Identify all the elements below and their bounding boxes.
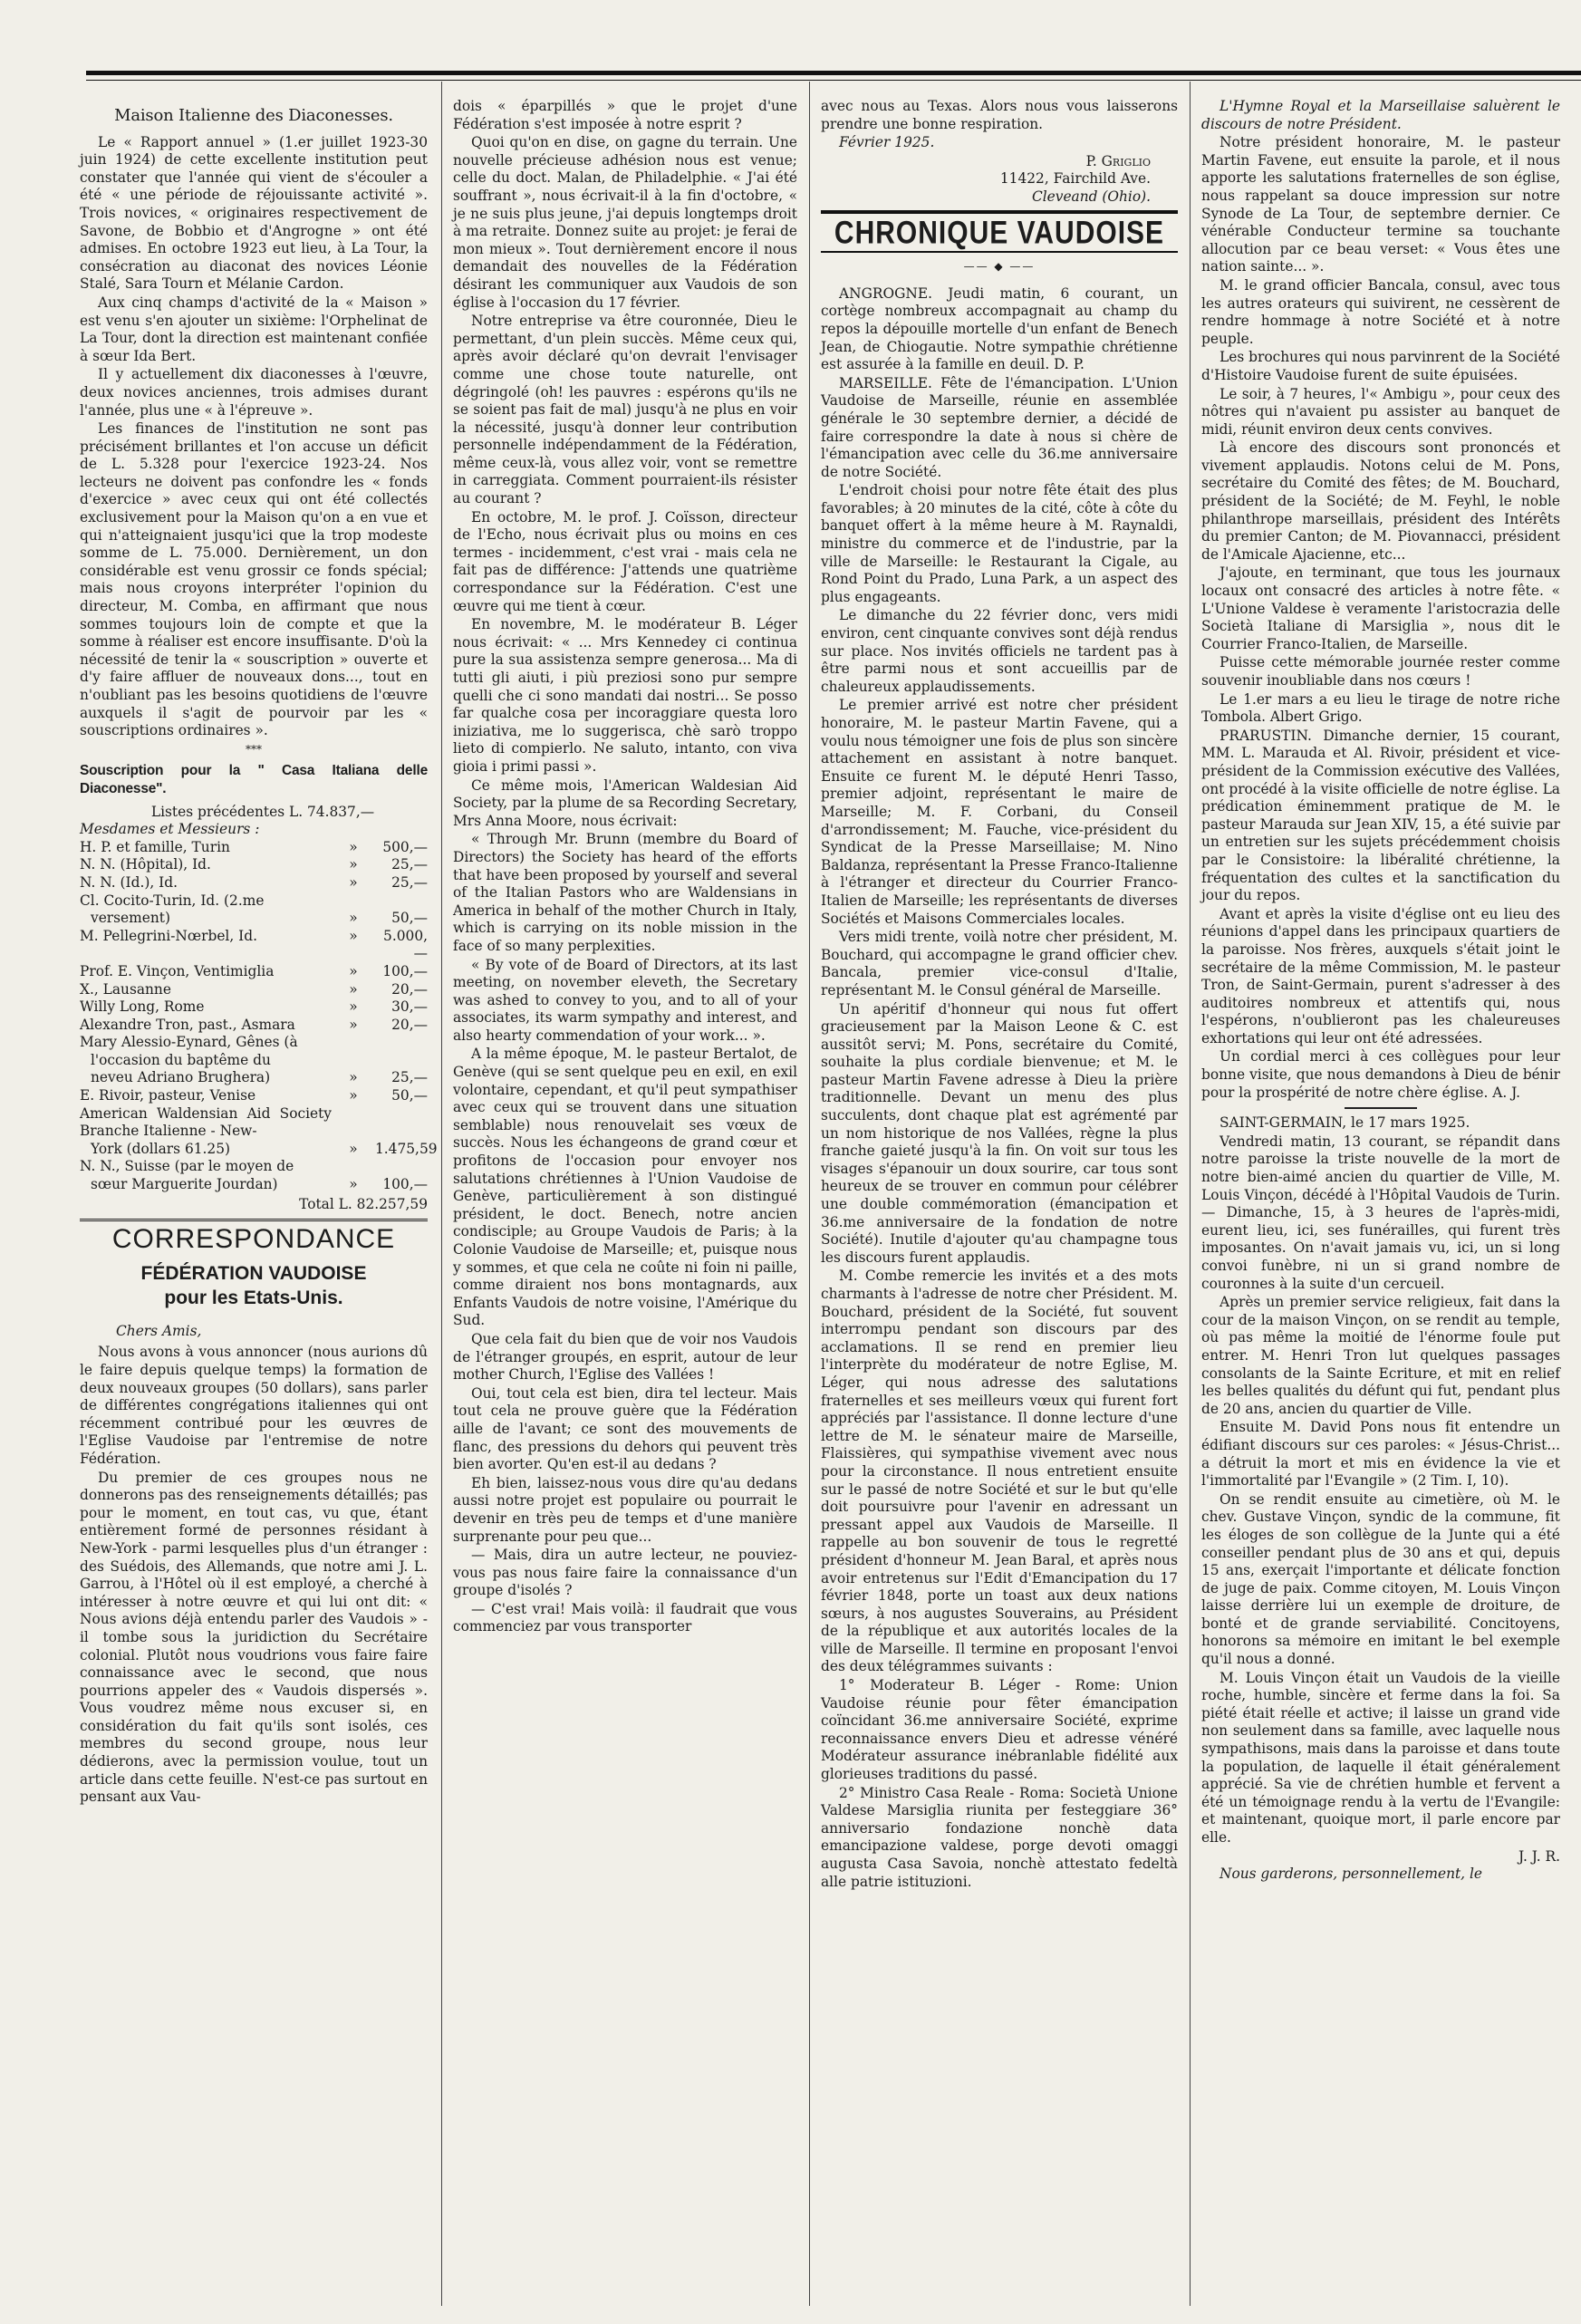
paragraph: Les finances de l'institution ne sont pas précisément brillantes et l'on accuse un déficit de L. 5.328 pour l'exercice 1923-24. Nos lecteurs ne doivent pas confondre les « fonds d'exercice » avec ceux qui ont été collectés exclusivement pour la Maison qu'on a en vue et qui n'atteignaient jusqu'ici que la trop modeste somme de L. 75.000. Dernièrement, un don considérable est venu grossir ce fonds spécial; mais nous croyons interpréter l'opinion du directeur, M. Comba, en affirmant que nous sommes toujours loin de compte et que la somme à réaliser est encore insuffisante. D'où la nécessité de tenir la « souscription » ouverte et d'y faire affluer de nouveaux dons..., tout en n'oubliant pas les besoins quotidiens de l'œuvre auxquels il s'agit de pourvoir par les « souscriptions ordinaires ».	[80, 420, 428, 739]
paragraph: Ensuite M. David Pons nous fit entendre un édifiant discours sur ces paroles: « Jésus-Christ... a détruit la mort et mis en évidence la vie et l'immortalité par l'Evangile » (2 Tim. I, 10).	[1201, 1419, 1560, 1490]
paragraph: En octobre, M. le prof. J. Coïsson, directeur de l'Echo, nous écrivait plus ou moins en ces termes - incidemment, c'est vrai - mais cela ne fait pas de différence: J'attends une quatrième correspondance sur la Fédération. C'est une œuvre qui me tient à cœur.	[453, 508, 797, 614]
donor-row: N. N. (Id.), Id. » 25,—	[80, 873, 428, 891]
donor-row: l'occasion du baptême du	[91, 1051, 271, 1068]
donor-row: X., Lausanne » 20,—	[80, 980, 428, 998]
column-divider	[809, 82, 810, 2306]
paragraph: A la même époque, M. le pasteur Bertalot, de Genève (qui se sent quelque peu en exil, en exil volontaire, cependant, et qu'il peut sympathiser avec ceux qui se trouvent dans une situation semblable) nous renouvelait ses vœux de succès. Nous les échangeons de grand cœur et profitons de l'occasion pour envoyer nos salutations chrétiennes à l'Union Vaudoise de Genève, particulièrement à son distingué président, le doct. Benech, notre ancien condisciple; au Groupe Vaudois de Paris; à la Colonie Vaudoise de Marseille; et, puisque nous y sommes, et que cela ne coûte ni foin ni paille, comme diraient nos bons montagnards, aux Enfants Vaudois de notre voisine, l'Amérique du Sud.	[453, 1046, 797, 1329]
paragraph: — C'est vrai! Mais voilà: il faudrait que vous commenciez par vous transporter	[453, 1600, 797, 1635]
donor-row: neveu Adriano Brughera) » 25,—	[91, 1069, 428, 1086]
paragraph: Le « Rapport annuel » (1.er juillet 1923-30 juin 1924) de cette excellente institution peut constater que l'année qui vient de s'écouler a été « une période de réjouissante activité ». Trois novices, « originaires respectivement de Savone, de Bobbio et d'Angrogne » ont été admises. En octobre 1923 eut lieu, à La Tour, la consécration au diaconat des novices Léonie Stalé, Sara Tourn et Mélanie Cardon.	[80, 133, 428, 293]
salutation: Mesdames et Messieurs :	[80, 821, 260, 838]
paragraph: L'endroit choisi pour notre fête était des plus favorables; à 20 minutes de la cité, côte à côte du banquet offert à la même heure à M. Raynaldi, ministre du commerce et de l'industrie, par la ville de Marseille: le Restaurant la Cigale, au Rond Point du Prado, Luna Park, a un aspect des plus engageants.	[821, 482, 1178, 605]
top-rule	[86, 71, 1581, 75]
paragraph: PRARUSTIN. Dimanche dernier, 15 courant, MM. L. Marauda et Al. Rivoir, président et vice-président de la Commission exécutive des Vallées, ont procédé à la visite officielle de notre église. La prédication éminemment pratique de M. le pasteur Marauda sur Jean XIV, 15, a été suivie par un entretien sur les sujets précédemment choisis par le Consistoire: la libéralité chrétienne, la fréquentation des cultes et la sanctification du jour du repos.	[1201, 727, 1560, 904]
paragraph: Puisse cette mémorable journée rester comme souvenir inoubliable dans nos cœurs !	[1201, 654, 1560, 689]
paragraph: Ce même mois, l'American Waldesian Aid Society, par la plume de sa Recording Secretary, Mrs Anna Moore, nous écrivait:	[453, 776, 797, 829]
subscription-total: Total L. 82.257,59	[299, 1195, 428, 1212]
paragraph: Là encore des discours sont prononcés et vivement applaudis. Notons celui de M. Pons, secrétaire du Comité des fêtes; de M. Bouchard, président de la Société; de M. Feyhl, le noble philanthrope marseillais, président des Intérêts du premier Canton; de M. Piovannacci, président de l'Amicale Ajacienne, etc...	[1201, 439, 1560, 563]
paragraph: Notre entreprise va être couronnée, Dieu le permettant, d'un plein succès. Même ceux qui, après avoir déclaré qu'on devrait l'envisager comme une chose toute naturelle, ont dégringolé (oh! les pauvres : espérons qu'ils ne se soient pas fait de mal) jusqu'à ne plus en voir la nécessité, jusqu'à donner leur contribution personnelle indépendamment de la Fédération, même ceux-là, vous allez voir, vont se remettre in carreggiata. Comment pourraient-ils résister au courant ?	[453, 313, 797, 507]
chronique-header	[821, 210, 1178, 254]
column-1	[80, 98, 438, 2309]
federation-title: FÉDÉRATION VAUDOISE pour les Etats-Unis.	[140, 1262, 367, 1308]
donor-row: M. Pellegrini-Nœrbel, Id. » 5.000,—	[80, 927, 428, 962]
donor-row: versement) » 50,—	[91, 910, 428, 927]
donor-row: N. N. (Hôpital), Id. » 25,—	[80, 856, 428, 873]
paragraph: Oui, tout cela est bien, dira tel lecteur. Mais tout cela ne prouve guère que la Fédération aille de l'avant; ce sont des mouvements de flanc, des pressions du dehors qui peuvent très bien avorter. Qu'en est-il au dedans ?	[453, 1384, 797, 1473]
paragraph: — Mais, dira un autre lecteur, ne pouviez-vous pas nous faire faire la connaissance d'un groupe d'isolés ?	[453, 1547, 797, 1599]
donor-row: American Waldensian Aid Society Branche Italienne - New-	[80, 1104, 332, 1140]
paragraph: Eh bien, laissez-nous vous dire qu'au dedans aussi notre projet est populaire ou pourrait le devenir en très peu de temps et d'une manière surprenante pour peu que...	[453, 1474, 797, 1545]
paragraph: Vers midi trente, voilà notre cher président, M. Bouchard, qui accompagne le grand officier chev. Bancala, premier vice-consul d'Italie, représentant M. le Consul général de Marseille.	[821, 929, 1178, 998]
paragraph: « Through Mr. Brunn (membre du Board of Directors) the Society has heard of the efforts that have been proposed by yourself and several of the Italian Pastors who are Waldensians in America in behalf of the mother Church in Italy, which is carrying on its noble mission in the face of so many perplexities.	[453, 831, 797, 954]
paragraph: MARSEILLE. Fête de l'émancipation. L'Union Vaudoise de Marseille, réunie en assemblée générale le 30 septembre dernier, a décidé de faire correspondre la date à nous si chère de l'émancipation avec celle du 36.me anniversaire de notre Société.	[821, 374, 1178, 480]
donor-row: Mary Alessio-Eynard, Gênes (à	[80, 1034, 298, 1051]
article-title: Maison Italienne des Diaconesses.	[114, 106, 393, 125]
paragraph: On se rendit ensuite au cimetière, où M. le chev. Gustave Vinçon, syndic de la commune, fit les éloges de son collègue de la Junte qui a été conseiller pendant plus de 30 ans et qui, depuis 15 ans, exerçait l'importante et délicate fonction de juge de paix. Comme citoyen, M. Louis Vinçon laisse derrière lui un exemple de droiture, de bonté et de grande serviabilité. Concitoyens, honorons sa mémoire en imitant le bel exemple qu'il nous a donné.	[1201, 1490, 1560, 1668]
paragraph: Il y actuellement dix diaconesses à l'œuvre, deux novices anciennes, trois admises durant l'année, plus une « à l'épreuve ».	[80, 366, 428, 419]
paragraph: SAINT-GERMAIN, le 17 mars 1925.	[1219, 1114, 1470, 1132]
paragraph: En novembre, M. le modérateur B. Léger nous écrivait: « ... Mrs Kennedey ci continua pure la sua assistenza sempre generosa... Ma di tutti gli aiuti, i più preziosi sono pur sempre quelli che ci sono mandati dai nostri... Se posso far qualche cosa per incoraggiare questa loro iniziativa, me lo suggerisca, chè sarò troppo lieto di compierlo. Ne saluto, intanto, con viva gioia i primi passi ».	[453, 616, 797, 775]
paragraph: Un cordial merci à ces collègues pour leur bonne visite, que nous demandons à Dieu de bénir pour la prospérité de notre chère église. A. J.	[1201, 1048, 1560, 1101]
paragraph: Le 1.er mars a eu lieu le tirage de notre riche Tombola. Albert Grigo.	[1201, 690, 1560, 726]
donor-list	[80, 838, 438, 1194]
address-line: Cleveand (Ohio).	[1031, 188, 1151, 205]
paragraph: avec nous au Texas. Alors nous vous laisserons prendre une bonne respiration.	[821, 98, 1178, 132]
section-correspondance: CORRESPONDANCE	[111, 1224, 396, 1255]
donor-row: Cl. Cocito-Turin, Id. (2.me	[80, 892, 265, 909]
donor-row: sœur Marguerite Jourdan) » 100,—	[91, 1176, 428, 1193]
separator-stars: ***	[246, 742, 262, 756]
paragraph: Que cela fait du bien que de voir nos Vaudois de l'étranger groupés, en esprit, autour de leur mother Church, l'Eglise des Vallées !	[453, 1330, 797, 1384]
column-4	[1201, 98, 1560, 2309]
paragraph: « By vote of de Board of Directors, at its last meeting, on november eleveth, the Secretary was ashed to convey to you, and to all of your associates, its warm sympathy and interest, and also hearty commendation of your work... ».	[453, 956, 797, 1044]
letter-date: Février 1925.	[839, 134, 935, 151]
paragraph: Du premier de ces groupes nous ne donnerons pas des renseignements détaillés; pas pour le moment, en tout cas, vu que, étant entièrement formé de personnes résidant à New-York - parmi lesquelles plus d'un étranger : des Suédois, des Allemands, que notre ami J. L. Garrou, à l'Hôtel où il est employé, a cherché à intéresser à notre œuvre et qui lui ont dit: « Nous avions déjà entendu parler des Vaudois » - il tombe sous la juridiction du Secrétaire colonial. Plutôt nous voudrions vous faire faire connaissance avec le second, que nous pourrions appeler des « Vaudois dispersés ». Vous voudrez même nous excuser si, en considération du fait qu'ils sont isolés, ces membres du second groupe, nous leur dédierons, avec la permission voulue, tout un article dans cette feuille. N'est-ce pas surtout en pensant aux Vau-	[80, 1469, 428, 1806]
paragraph: 1° Moderateur B. Léger - Rome: Union Vaudoise réunie pour fêter émancipation coïncidant 36.me anniversaire Société, exprime reconnaissance envers Dieu et adresse vénéré Modérateur assurance inébranlable fidélité aux glorieuses traditions du passé.	[821, 1677, 1178, 1783]
donor-row: H. P. et famille, Turin » 500,—	[80, 838, 428, 855]
paragraph: M. Louis Vinçon était un Vaudois de la vieille roche, humble, sincère et ferme dans la foi. Sa piété était réelle et active; il laisse un grand vide non seulement dans sa famille, avec laquelle nous sympathisons, mais dans la paroisse et dans toute la population, de laquelle il était généralement apprécié. Sa vie de chrétien humble et fervent a été un témoignage rendu à la vertu de l'Evangile: et maintenant, quoique mort, il parle encore par elle.	[1201, 1669, 1560, 1846]
column-2	[453, 98, 797, 2309]
top-rule-thin	[86, 80, 1581, 81]
paragraph: Nous avons à vous annoncer (nous aurions dû le faire depuis quelque temps) la formation de deux nouveaux groupes (50 dollars), sans parler de différentes congrégations italiennes qui ont récemment contribué pour les œuvres de l'Eglise Vaudoise par l'entremise de notre Fédération.	[80, 1344, 428, 1467]
paragraph: L'Hymne Royal et la Marseillaise saluèrent le discours de notre Président.	[1201, 98, 1560, 132]
paragraph: Nous garderons, personnellement, le	[1219, 1866, 1482, 1883]
donor-row: Prof. E. Vinçon, Ventimiglia » 100,—	[80, 962, 428, 979]
paragraph: M. le grand officier Bancala, consul, avec tous les autres orateurs qui suivirent, ne cessèrent de rendre hommage à notre Société et à notre peuple.	[1201, 276, 1560, 347]
paragraph: Aux cinq champs d'activité de la « Maison » est venu s'en ajouter un sixième: l'Orphelinat de La Tour, dont la direction est maintenant confiée à sœur Ida Bert.	[80, 294, 428, 364]
paragraph: Vendredi matin, 13 courant, se répandit dans notre paroisse la triste nouvelle de la mort de notre bien-aimé ancien du quartier de Ville, M. Louis Vinçon, décédé à l'Hôpital Vaudois de Turin. — Dimanche, 15, à 3 heures de l'après-midi, eurent lieu, ici, ses funérailles, qui furent très imposantes. On n'avait jamais vu, ici, un si long convoi funèbre, ni un si grand nombre de couronnes à la suite d'un cercueil.	[1201, 1133, 1560, 1292]
paragraph: Le dimanche du 22 février donc, vers midi environ, cent cinquante convives sont déjà rendus sur place. Nos invités officiels ne tardent pas à être parmi nous et sont accueillis par de chaleureux applaudissements.	[821, 607, 1178, 695]
paragraph: Un apéritif d'honneur qui nous fut offert gracieusement par la Maison Leone & C. est aussitôt servi; M. Pons, secrétaire du Comité, souhaite la plus cordiale bienvenue; et M. le pasteur Martin Favene adresse à Dieu la prière traditionnelle. Devant un menu des plus succulents, dont chaque plat est agrémenté par un nom historique de nos Vallées, règne la plus franche gaieté jusqu'à la fin. On voit sur tous les visages s'épanouir un doux sourire, car tous sont heureux de se trouver en commun pour célébrer une double commémoration (émancipation et 36.me anniversaire de la fondation de notre Société). Inutile d'ajouter qu'au champagne tous les discours furent applaudis.	[821, 1000, 1178, 1266]
signature: P. Griglio	[1085, 152, 1151, 169]
letter-salutation: Chers Amis,	[116, 1322, 202, 1339]
donor-row: York (dollars 61.25) » 1.475,59	[91, 1140, 438, 1157]
divider	[80, 1219, 428, 1221]
column-divider	[1190, 82, 1191, 2306]
donor-row: N. N., Suisse (par le moyen de	[80, 1158, 294, 1175]
divider	[1345, 1107, 1417, 1109]
paragraph: dois « éparpillés » que le projet d'une Fédération s'est imposée à notre esprit ?	[453, 98, 797, 132]
paragraph: Après un premier service religieux, fait dans la cour de la maison Vinçon, on se rendit au temple, où pas même la moitié de l'énorme foule put entrer. M. Henri Tron lut quelques passages consolants de la Sainte Ecriture, et mit en relief les belles qualités du défunt qui fut, pendant plus de 20 ans, ancien du quartier de Ville.	[1201, 1294, 1560, 1417]
donor-row: E. Rivoir, pasteur, Venise » 50,—	[80, 1087, 428, 1104]
ornament: —— ◆ ——	[963, 260, 1036, 274]
signature: J. J. R.	[1518, 1847, 1560, 1865]
paragraph: Notre président honoraire, M. le pasteur Martin Favene, eut ensuite la parole, et il nous apporte les salutations fraternelles de son église, nous rappelant sa douce impression sur notre Synode de La Tour, de septembre dernier. Ce vénérable Conducteur termine sa touchante allocution par ce beau verset: « Vous êtes une nation sainte... ».	[1201, 134, 1560, 275]
paragraph: Les brochures qui nous parvinrent de la Société d'Histoire Vaudoise furent de suite épuisées.	[1201, 349, 1560, 383]
paragraph: J'ajoute, en terminant, que tous les journaux locaux ont consacré des articles à notre fête. « L'Unione Valdese è veramente l'aristocrazia delle Società Italiane di Marsiglia », nous dit le Courrier Franco-Italien, de Marseille.	[1201, 564, 1560, 652]
donor-row: Willy Long, Rome » 30,—	[80, 998, 428, 1016]
paragraph: 2° Ministro Casa Reale - Roma: Società Unione Valdese Marsiglia riunita per festeggiare 36° anniversario fondazione nonchè data emancipazione valdese, porge devoti omaggi augusta Casa Savoia, nonchè attestato fedeltà alle patrie istituzioni.	[821, 1784, 1178, 1890]
paragraph: M. Combe remercie les invités et a des mots charmants à l'adresse de notre cher Président. M. Bouchard, président de la Société, fut souvent interrompu pendant son discours par des acclamations. Il se rend en premier lieu l'interprète du modérateur de notre Eglise, M. Léger, qui nous adresse des salutations fraternelles et ses meilleurs vœux qui furent fort appréciés par l'assistance. Il donne lecture d'une lettre de M. le sénateur maire de Marseille, Flaissières, qui sympathise vivement avec nous pour la circonstance. Il nous entretient ensuite sur le passé de notre Société et sur le but qu'elle doit poursuivre pour l'avenir en adressant un pressant appel aux Vaudois de Marseille. Il rappelle au bon souvenir de tous le regretté président d'honneur M. Jean Baral, et après nous avoir entretenus sur l'Edit d'Emancipation du 17 février 1848, porte un toast aux deux nations sœurs, à nos augustes Souverains, au Président de la république et aux autorités locales de la ville de Marseille. Il termine en proposant l'envoi des deux télégrammes suivants :	[821, 1268, 1178, 1675]
paragraph: Le premier arrivé est notre cher président honoraire, M. le pasteur Martin Favene, qui a voulu nous témoigner une fois de plus son sincère attachement en assistant à notre banquet. Ensuite ce furent M. le député Henri Tasso, premier adjoint, représentant le maire de Marseille; M. F. Corbani, du Conseil d'arrondissement; M. Fauche, vice-président du Syndicat de la Presse Marseillaise; M. Nino Baldanza, représentant la Presse Franco-Italienne à l'étranger et directeur du Courrier Franco-Italien de Marseille; les représentants de diverses Sociétés et Maisons Commerciales locales.	[821, 697, 1178, 927]
address-line: 11422, Fairchild Ave.	[999, 170, 1151, 188]
paragraph: ANGROGNE. Jeudi matin, 6 courant, un cortège nombreux accompagnait au champ du repos la dépouille mortelle d'un enfant de Benech Jean, de Chiogautie. Notre sympathie chrétienne est assurée à la famille en deuil. D. P.	[821, 284, 1178, 373]
paragraph: Quoi qu'on en dise, on gagne du terrain. Une nouvelle précieuse adhésion nous est venue; celle du doct. Malan, de Philadelphie. « J'ai été souffrant », nous écrivait-il à la fin d'octobre, « je ne suis plus jeune, j'ai depuis longtemps droit à ma retraite. Donnez suite au projet: je ferai de mon mieux ». Tout dernièrement encore il nous demandait des nouvelles de la Fédération désirant les communiquer aux Vaudois de son église à l'occasion du 17 février.	[453, 134, 797, 311]
donor-row: Alexandre Tron, past., Asmara » 20,—	[80, 1016, 428, 1033]
column-divider	[441, 82, 442, 2306]
paragraph: Avant et après la visite d'église ont eu lieu des réunions d'appel dans les principaux quartiers de la paroisse. Nos frères, auxquels s'était joint le secrétaire de la même Commission, M. le pasteur Tron, de Saint-Germain, purent s'adresser à des auditoires nombreux et attentifs qui, nous l'espérons, n'oublieront pas les chaleureuses exhortations qui leur ont été adressées.	[1201, 905, 1560, 1046]
column-3	[821, 98, 1178, 2309]
previous-lists: Listes précédentes L. 74.837,—	[150, 803, 375, 820]
section-chronique: CHRONIQUE VAUDOISE	[834, 215, 1165, 251]
subscription-title: Souscription pour la " Casa Italiana delle Diaconesse".	[80, 763, 428, 796]
paragraph: Le soir, à 7 heures, l'« Ambigu », pour ceux des nôtres qui n'avaient pu assister au banquet de midi, réunit environ deux cents convives.	[1201, 385, 1560, 438]
